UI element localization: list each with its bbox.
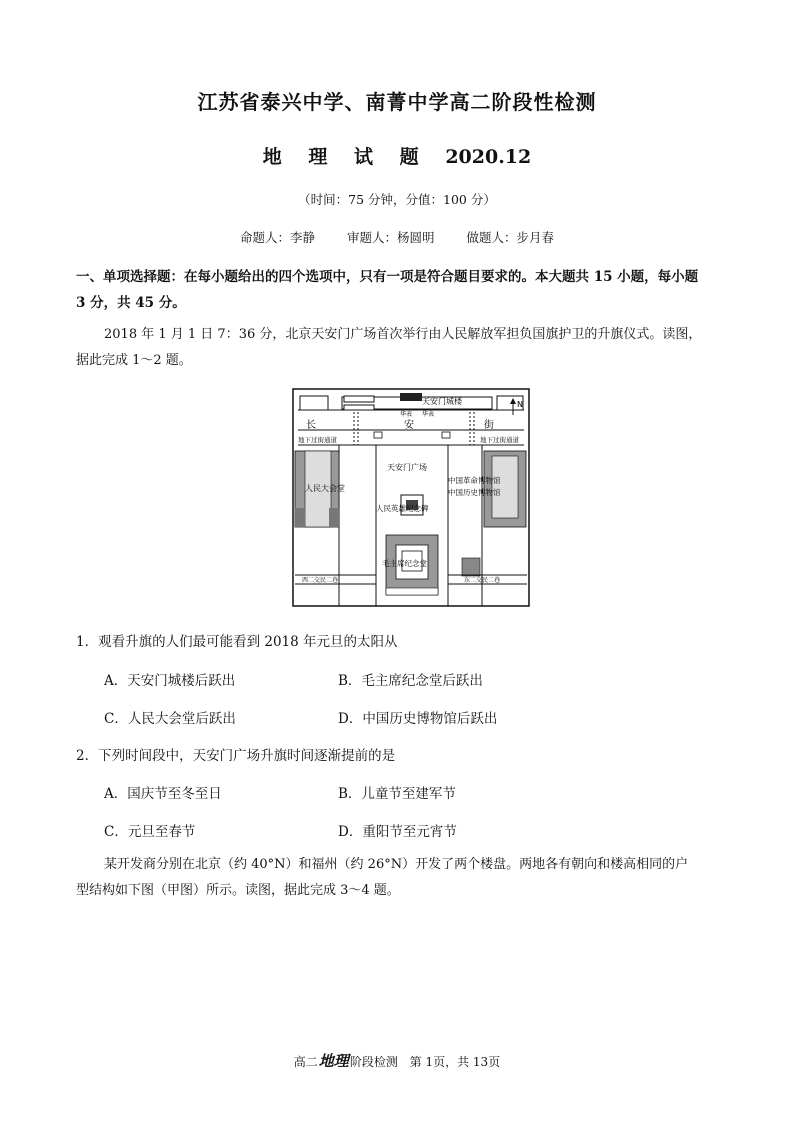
huabiao-right-label: 华表	[422, 411, 435, 418]
lane-east-label: 东二交民二巷	[464, 577, 501, 584]
footer-suffix: 阶段检测	[349, 1055, 398, 1069]
street-char: 安	[404, 420, 414, 431]
question-2-option-a: A．国庆节至冬至日	[104, 786, 222, 802]
section-heading	[76, 264, 726, 316]
subject-char: 题	[399, 146, 419, 168]
question-2-option-c: C．元旦至春节	[104, 824, 196, 840]
great-hall-label: 人民大会堂	[305, 484, 345, 493]
authors-line	[0, 228, 794, 246]
question-2-option-b: B．儿童节至建军节	[338, 786, 456, 802]
museum-label-line2: 中国历史博物馆	[448, 488, 501, 497]
reviewer: 审题人：杨圆明	[346, 230, 435, 245]
monument-label: 人民英雄纪念碑	[376, 504, 429, 513]
section-heading-line: 一、单项选择题：在每小题给出的四个选项中，只有一项是符合题目要求的。本大题共 15 小题，每小题	[76, 269, 699, 285]
question-1-option-a: A．天安门城楼后跃出	[104, 673, 236, 689]
footer-prefix: 高二	[293, 1055, 318, 1069]
gate-tower-roof	[400, 393, 422, 401]
section-heading-line: 3 分，共 45 分。	[76, 295, 186, 311]
museum-label-line1: 中国革命博物馆	[448, 476, 501, 485]
intro-line: 2018 年 1 月 1 日 7：36 分，北京天安门广场首次举行由人民解放军担负国旗护卫的升旗仪式。读图，	[104, 327, 702, 342]
exam-title: 江苏省泰兴中学、南菁中学高二阶段性检测	[197, 90, 597, 114]
intro-line: 据此完成 1～2 题。	[76, 353, 192, 368]
time-info: （时间：75 分钟，分值：100 分）	[298, 192, 496, 207]
footer-subject: 地理	[318, 1052, 349, 1070]
subject-title	[0, 142, 794, 169]
street-char: 街	[484, 420, 494, 431]
page-footer	[0, 1050, 794, 1071]
north-label: N	[517, 400, 523, 409]
subject-char: 理	[308, 146, 328, 168]
mausoleum-label: 毛主席纪念堂	[382, 559, 427, 568]
intro-paragraph-1	[76, 322, 726, 374]
question-2-stem: 2．下列时间段中，天安门广场升旗时间逐渐提前的是	[76, 748, 396, 764]
gate-tower-label: 天安门城楼	[422, 397, 462, 406]
subject-char: 试	[354, 146, 374, 168]
underpass-right-label: 地下过街通道	[480, 436, 519, 444]
square-label: 天安门广场	[387, 463, 427, 472]
setter: 命题人：李静	[239, 230, 315, 245]
question-1-option-c: C．人民大会堂后跃出	[104, 711, 236, 727]
tiananmen-map	[292, 388, 530, 607]
underpass-left-label: 地下过街通道	[298, 436, 337, 444]
exam-date: 2020.12	[445, 146, 532, 168]
intro-line: 型结构如下图（甲图）所示。读图，据此完成 3～4 题。	[76, 883, 400, 898]
question-1-option-b: B．毛主席纪念堂后跃出	[338, 673, 483, 689]
question-2-option-d: D．重阳节至元宵节	[338, 824, 457, 840]
intro-paragraph-2	[76, 852, 726, 904]
question-1-option-d: D．中国历史博物馆后跃出	[338, 711, 498, 727]
footer-page-number: 第 1页，共 13页	[409, 1055, 501, 1069]
huabiao-left-label: 华表	[400, 411, 413, 418]
solver: 做题人：步月春	[466, 230, 554, 245]
lane-west-label: 西二交民二巷	[302, 577, 339, 584]
street-char: 长	[306, 420, 316, 431]
subject-char: 地	[262, 146, 282, 168]
intro-line: 某开发商分别在北京（约 40°N）和福州（约 26°N）开发了两个楼盘。两地各有朝向和楼高相同的户	[104, 857, 689, 872]
question-1-stem: 1．观看升旗的人们最可能看到 2018 年元旦的太阳从	[76, 634, 398, 650]
